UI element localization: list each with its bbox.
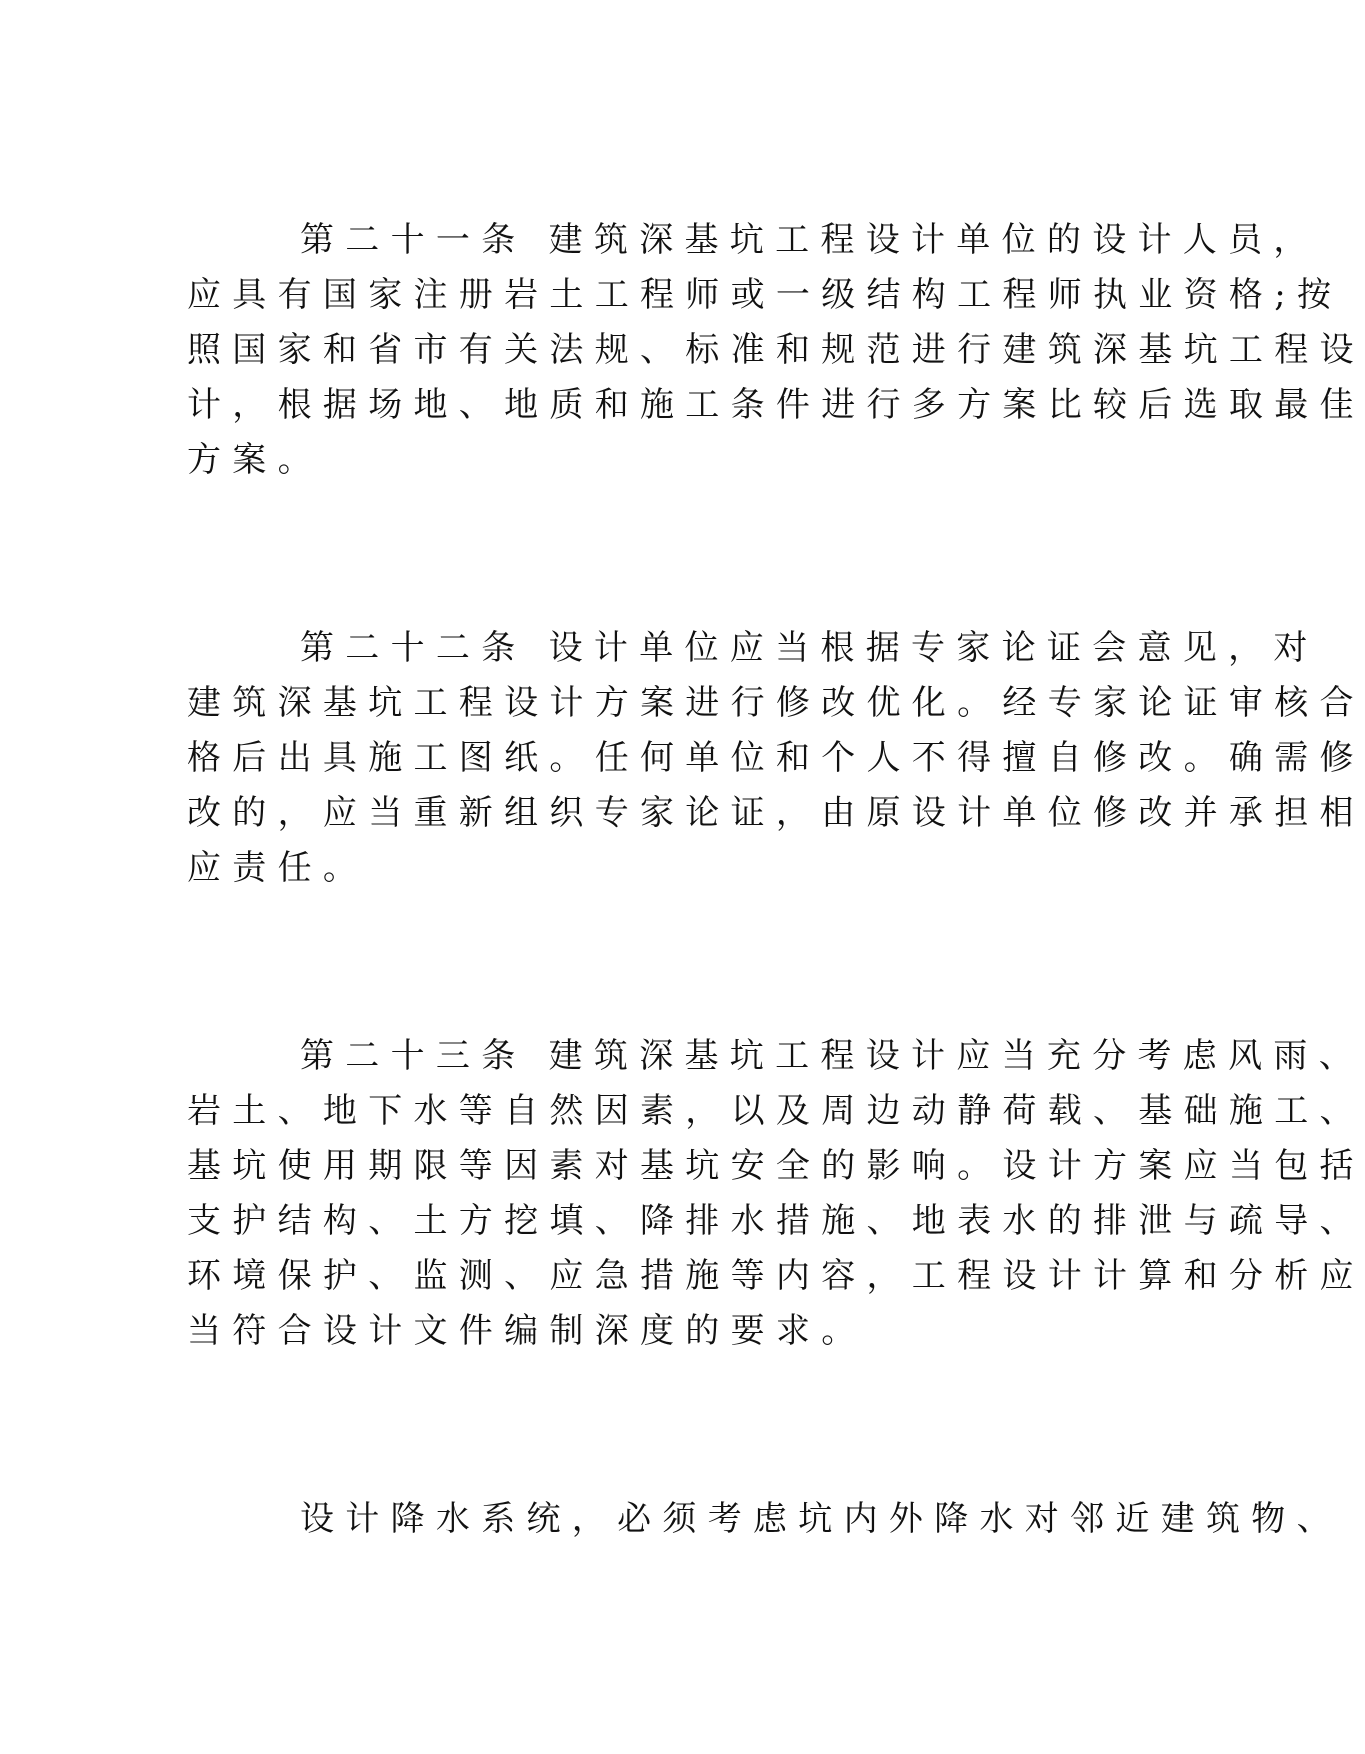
paragraph-line: 基坑使用期限等因素对基坑安全的影响。设计方案应当包括 <box>187 1146 1365 1186</box>
paragraph-line: 第二十三条 建筑深基坑工程设计应当充分考虑风雨、 <box>300 1036 1365 1076</box>
paragraph-line: 照国家和省市有关法规、标准和规范进行建筑深基坑工程设 <box>187 330 1365 370</box>
paragraph-line: 格后出具施工图纸。任何单位和个人不得擅自修改。确需修 <box>187 738 1365 778</box>
paragraph-line: 方案。 <box>187 440 323 480</box>
paragraph-line: 设计降水系统，必须考虑坑内外降水对邻近建筑物、 <box>300 1499 1342 1539</box>
paragraph-line: 建筑深基坑工程设计方案进行修改优化。经专家论证审核合 <box>187 683 1365 723</box>
paragraph-line: 改的，应当重新组织专家论证，由原设计单位修改并承担相 <box>187 793 1365 833</box>
paragraph-line: 计，根据场地、地质和施工条件进行多方案比较后选取最佳 <box>187 385 1365 425</box>
paragraph-line: 当符合设计文件编制深度的要求。 <box>187 1311 867 1351</box>
paragraph-line: 支护结构、土方挖填、降排水措施、地表水的排泄与疏导、 <box>187 1201 1365 1241</box>
paragraph-line: 应责任。 <box>187 848 369 888</box>
paragraph-line: 环境保护、监测、应急措施等内容，工程设计计算和分析应 <box>187 1256 1365 1296</box>
paragraph-line: 第二十二条 设计单位应当根据专家论证会意见，对 <box>300 628 1319 668</box>
paragraph-line: 第二十一条 建筑深基坑工程设计单位的设计人员， <box>300 220 1319 260</box>
paragraph-line: 应具有国家注册岩土工程师或一级结构工程师执业资格;按 <box>187 275 1343 315</box>
paragraph-line: 岩土、地下水等自然因素，以及周边动静荷载、基础施工、 <box>187 1091 1365 1131</box>
